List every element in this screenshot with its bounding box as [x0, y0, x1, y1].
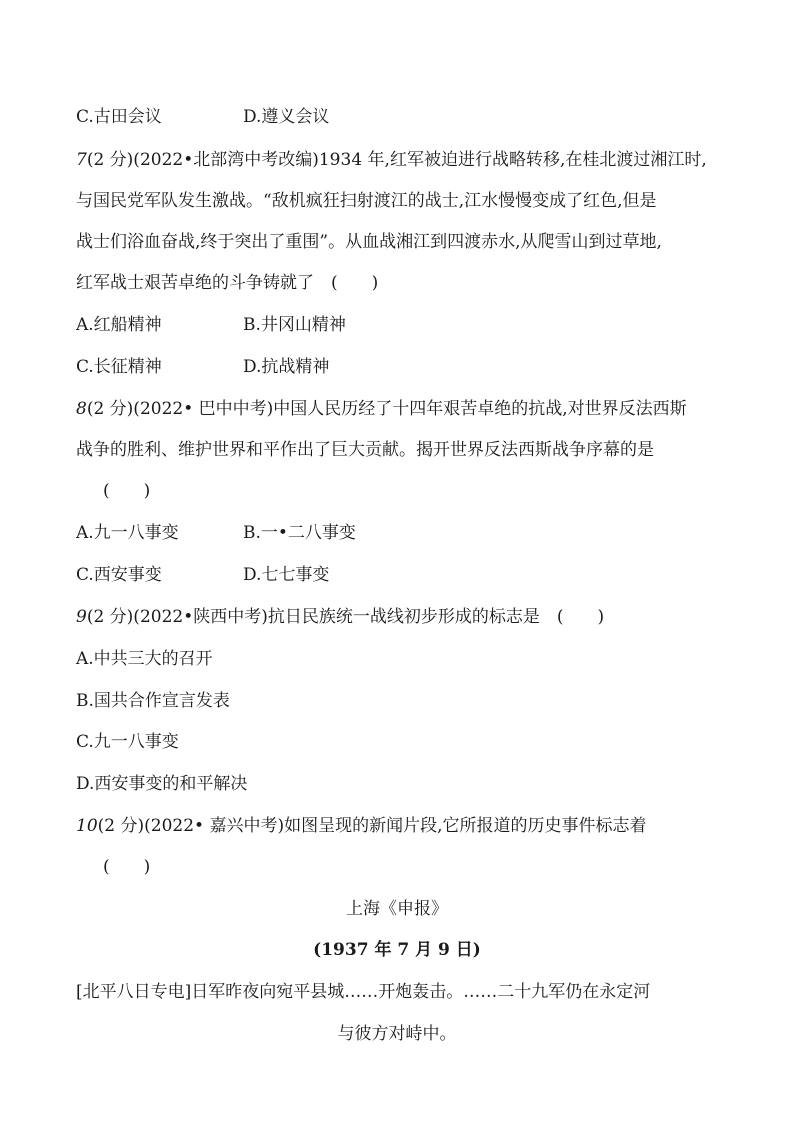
q7-stem-line-4: 红军战士艰苦卓绝的斗争铸就了 ( ) [76, 273, 379, 293]
q7-stem-line-3: 战士们浴血奋战,终于突出了重围”。从血战湘江到四渡赤水,从爬雪山到过草地, [76, 232, 662, 252]
q7-stem-line-1: 7(2 分)(2022•北部湾中考改编)1934 年,红军被迫进行战略转移,在桂北渡过湘江时, [76, 150, 707, 170]
q8-option-b: B.一•二八事变 [243, 523, 356, 543]
q8-option-c: C.西安事变 [76, 565, 162, 585]
q10-answer-paren: ( ) [103, 857, 151, 877]
q8-option-d: D.七七事变 [243, 565, 330, 585]
news-title: 上海《申报》 [346, 899, 448, 919]
q8-option-a: A.九一八事变 [76, 523, 179, 543]
q7-option-d: D.抗战精神 [243, 357, 330, 377]
q9-option-a: A.中共三大的召开 [76, 649, 213, 669]
q7-option-c: C.长征精神 [76, 357, 162, 377]
q8-answer-paren: ( ) [103, 481, 151, 501]
news-date: (1937 年 7 月 9 日) [313, 940, 481, 960]
q6-option-d: D.遵义会议 [243, 107, 330, 127]
news-body-line-1: [北平八日专电]日军昨夜向宛平县城……开炮轰击。……二十九军仍在永定河 [76, 982, 651, 1002]
q7-number: 7 [76, 150, 87, 170]
q10-number: 10 [76, 816, 98, 836]
news-body-line-2: 与彼方对峙中。 [337, 1024, 457, 1044]
q8-stem-line-2: 战争的胜利、维护世界和平作出了巨大贡献。揭开世界反法西斯战争序幕的是 [76, 440, 654, 460]
q10-stem: 10(2 分)(2022• 嘉兴中考)如图呈现的新闻片段,它所报道的历史事件标志着 [76, 816, 647, 836]
q9-number: 9 [76, 607, 87, 627]
q7-option-a: A.红船精神 [76, 315, 162, 335]
q9-option-c: C.九一八事变 [76, 732, 179, 752]
q9-option-d: D.西安事变的和平解决 [76, 774, 248, 794]
q8-number: 8 [76, 399, 87, 419]
q7-option-b: B.井冈山精神 [243, 315, 346, 335]
q9-stem: 9(2 分)(2022•陕西中考)抗日民族统一战线初步形成的标志是 ( ) [76, 607, 605, 627]
q8-stem-line-1: 8(2 分)(2022• 巴中中考)中国人民历经了十四年艰苦卓绝的抗战,对世界反法西斯 [76, 399, 687, 419]
q7-stem-line-2: 与国民党军队发生激战。“敌机疯狂扫射渡江的战士,江水慢慢变成了红色,但是 [76, 191, 657, 211]
q9-option-b: B.国共合作宣言发表 [76, 691, 230, 711]
q6-option-c: C.古田会议 [76, 107, 162, 127]
